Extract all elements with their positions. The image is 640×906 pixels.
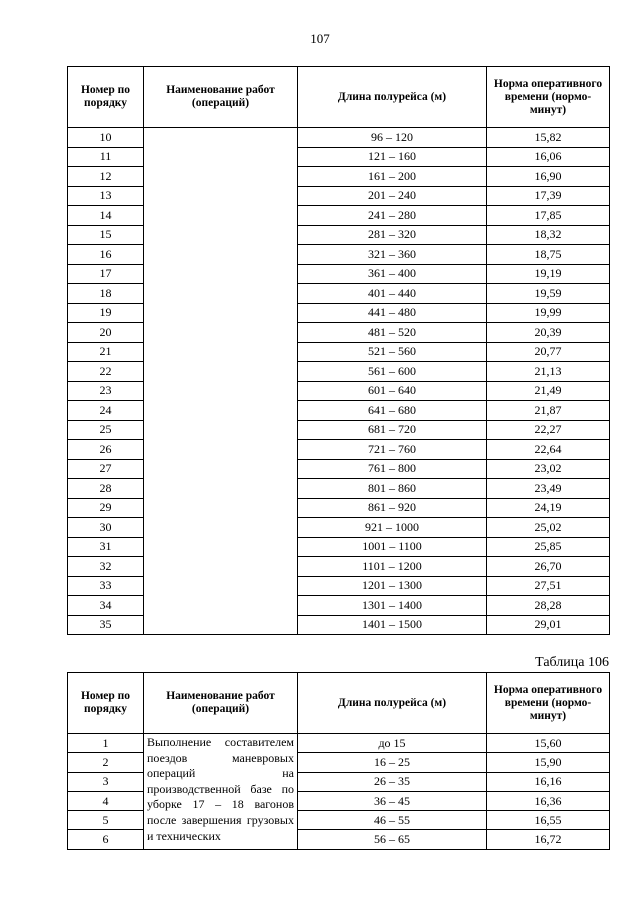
table-row [68,734,610,753]
row-number: 29 [68,498,144,518]
row-number: 2 [68,753,144,772]
half-trip-length: 641 – 680 [298,401,487,421]
row-number: 31 [68,537,144,557]
time-norm-value: 16,36 [487,791,610,810]
half-trip-length: 96 – 120 [298,128,487,148]
half-trip-length: 161 – 200 [298,167,487,187]
time-norm-value: 15,90 [487,753,610,772]
half-trip-length: 1001 – 1100 [298,537,487,557]
page-number: 107 [310,31,330,46]
time-norm-value: 18,32 [487,225,610,245]
time-norm-value: 23,02 [487,459,610,479]
half-trip-length: до 15 [298,734,487,753]
header-order-number: Номер по порядку [68,67,144,128]
half-trip-length: 561 – 600 [298,362,487,382]
half-trip-length: 1101 – 1200 [298,557,487,577]
row-number: 26 [68,440,144,460]
row-number: 34 [68,596,144,616]
half-trip-length: 921 – 1000 [298,518,487,538]
time-norm-value: 19,99 [487,303,610,323]
time-norm-value: 29,01 [487,615,610,635]
half-trip-length: 481 – 520 [298,323,487,343]
table-row [68,128,610,148]
row-number: 3 [68,772,144,791]
row-number: 14 [68,206,144,226]
half-trip-length: 441 – 480 [298,303,487,323]
row-number: 19 [68,303,144,323]
half-trip-length: 761 – 800 [298,459,487,479]
half-trip-length: 321 – 360 [298,245,487,265]
time-norm-value: 28,28 [487,596,610,616]
header-half-trip-length: Длина полурейса (м) [298,67,487,128]
half-trip-length: 681 – 720 [298,420,487,440]
row-number: 25 [68,420,144,440]
half-trip-length: 601 – 640 [298,381,487,401]
header-operation-name: Наименование работ (операций) [144,673,298,734]
header-order-number: Номер по порядку [68,673,144,734]
row-number: 6 [68,830,144,849]
time-norm-value: 16,72 [487,830,610,849]
header-operation-name: Наименование работ (операций) [144,67,298,128]
time-norm-value: 19,19 [487,264,610,284]
time-norm-value: 22,64 [487,440,610,460]
operation-name-cell: Выполнение составителем поездов маневровых операций на производственной базе по уборке 17 – 18 вагонов после завершения грузовых и технических [144,734,298,850]
time-norm-value: 15,82 [487,128,610,148]
half-trip-length: 521 – 560 [298,342,487,362]
row-number: 27 [68,459,144,479]
time-norm-value: 20,39 [487,323,610,343]
row-number: 16 [68,245,144,265]
time-norm-value: 19,59 [487,284,610,304]
row-number: 24 [68,401,144,421]
time-norm-value: 25,85 [487,537,610,557]
row-number: 17 [68,264,144,284]
half-trip-length: 56 – 65 [298,830,487,849]
table-header-row [68,673,610,734]
header-time-norm: Норма оперативного времени (нормо-минут) [487,67,610,128]
row-number: 10 [68,128,144,148]
row-number: 13 [68,186,144,206]
half-trip-length: 1201 – 1300 [298,576,487,596]
operation-name-cell [144,128,298,635]
half-trip-length: 46 – 55 [298,811,487,830]
row-number: 4 [68,791,144,810]
time-norm-value: 15,60 [487,734,610,753]
time-norm-value: 27,51 [487,576,610,596]
row-number: 35 [68,615,144,635]
time-norm-value: 16,55 [487,811,610,830]
norms-table-continued [67,66,610,635]
half-trip-length: 861 – 920 [298,498,487,518]
half-trip-length: 26 – 35 [298,772,487,791]
row-number: 28 [68,479,144,499]
time-norm-value: 16,06 [487,147,610,167]
time-norm-value: 23,49 [487,479,610,499]
time-norm-value: 25,02 [487,518,610,538]
half-trip-length: 361 – 400 [298,264,487,284]
row-number: 18 [68,284,144,304]
row-number: 22 [68,362,144,382]
row-number: 1 [68,734,144,753]
row-number: 20 [68,323,144,343]
time-norm-value: 22,27 [487,420,610,440]
table-body [68,128,610,635]
header-time-norm: Норма оперативного времени (нормо-минут) [487,673,610,734]
row-number: 32 [68,557,144,577]
row-number: 15 [68,225,144,245]
time-norm-value: 17,85 [487,206,610,226]
half-trip-length: 121 – 160 [298,147,487,167]
row-number: 21 [68,342,144,362]
half-trip-length: 401 – 440 [298,284,487,304]
row-number: 11 [68,147,144,167]
row-number: 12 [68,167,144,187]
table-header-row [68,67,610,128]
half-trip-length: 201 – 240 [298,186,487,206]
half-trip-length: 16 – 25 [298,753,487,772]
time-norm-value: 20,77 [487,342,610,362]
time-norm-value: 24,19 [487,498,610,518]
time-norm-value: 26,70 [487,557,610,577]
row-number: 30 [68,518,144,538]
half-trip-length: 281 – 320 [298,225,487,245]
time-norm-value: 21,87 [487,401,610,421]
half-trip-length: 1401 – 1500 [298,615,487,635]
row-number: 23 [68,381,144,401]
norms-table-106 [67,672,610,850]
table-caption: Таблица 106 [535,655,609,670]
row-number: 33 [68,576,144,596]
half-trip-length: 36 – 45 [298,791,487,810]
table-body [68,734,610,850]
half-trip-length: 1301 – 1400 [298,596,487,616]
half-trip-length: 801 – 860 [298,479,487,499]
time-norm-value: 16,16 [487,772,610,791]
half-trip-length: 241 – 280 [298,206,487,226]
time-norm-value: 18,75 [487,245,610,265]
header-half-trip-length: Длина полурейса (м) [298,673,487,734]
time-norm-value: 21,13 [487,362,610,382]
time-norm-value: 21,49 [487,381,610,401]
time-norm-value: 16,90 [487,167,610,187]
time-norm-value: 17,39 [487,186,610,206]
row-number: 5 [68,811,144,830]
half-trip-length: 721 – 760 [298,440,487,460]
